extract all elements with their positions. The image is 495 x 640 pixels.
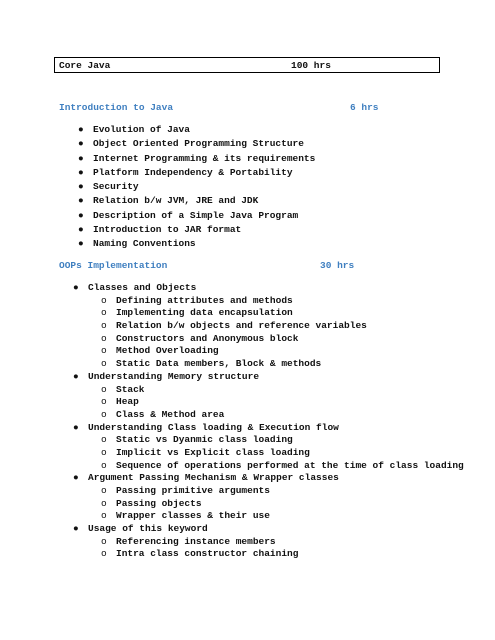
subtopic-item bbox=[101, 498, 483, 510]
subtopic-list bbox=[101, 384, 483, 421]
circle-bullet-icon: o bbox=[101, 408, 107, 420]
subtopic-item bbox=[101, 536, 483, 548]
subtopic-item bbox=[101, 333, 483, 345]
section-oops-title: OOPs Implementation bbox=[59, 260, 168, 271]
subtopic-item bbox=[101, 320, 483, 332]
section-oops-hours: 30 hrs bbox=[320, 260, 355, 271]
subtopic-label: Heap bbox=[116, 396, 139, 408]
oops-topic-list bbox=[73, 282, 483, 561]
course-header bbox=[54, 57, 440, 73]
subtopic-label: Wrapper classes & their use bbox=[116, 510, 270, 522]
circle-bullet-icon: o bbox=[101, 383, 107, 395]
circle-bullet-icon: o bbox=[101, 497, 107, 509]
subtopic-label: Intra class constructor chaining bbox=[116, 548, 299, 560]
circle-bullet-icon: o bbox=[101, 485, 107, 496]
bullet-icon: ● bbox=[73, 282, 79, 293]
circle-bullet-icon: o bbox=[101, 434, 107, 446]
list-item bbox=[73, 371, 483, 421]
subtopic-label: Relation b/w objects and reference variables bbox=[116, 320, 367, 332]
subtopic-label: Defining attributes and methods bbox=[116, 294, 293, 306]
subtopic-item bbox=[101, 460, 483, 472]
list-item bbox=[78, 167, 315, 181]
topic-label: Usage of this keyword bbox=[88, 523, 208, 535]
circle-bullet-icon: o bbox=[101, 358, 107, 370]
subtopic-item bbox=[101, 307, 483, 319]
subtopic-label: Stack bbox=[116, 383, 145, 395]
subtopic-item bbox=[101, 345, 483, 357]
intro-topic-list bbox=[78, 124, 315, 253]
circle-bullet-icon: o bbox=[101, 446, 107, 458]
subtopic-item bbox=[101, 409, 483, 421]
section-intro-hours: 6 hrs bbox=[350, 102, 379, 113]
list-item bbox=[73, 282, 483, 370]
bullet-icon: ● bbox=[78, 224, 84, 236]
course-title: Core Java bbox=[59, 60, 111, 71]
subtopic-list bbox=[101, 295, 483, 370]
topic-label: Introduction to JAR format bbox=[93, 224, 242, 236]
list-item bbox=[78, 210, 315, 224]
bullet-icon: ● bbox=[78, 209, 84, 221]
subtopic-label: Sequence of operations performed at the time of class loading bbox=[116, 459, 464, 471]
topic-label: Classes and Objects bbox=[88, 282, 197, 293]
bullet-icon: ● bbox=[73, 370, 79, 382]
bullet-icon: ● bbox=[73, 472, 79, 484]
list-item bbox=[78, 138, 315, 152]
subtopic-label: Class & Method area bbox=[116, 408, 225, 420]
subtopic-label: Implicit vs Explicit class loading bbox=[116, 446, 310, 458]
topic-label: Platform Independency & Portability bbox=[93, 166, 293, 178]
section-oops-heading bbox=[59, 260, 359, 271]
bullet-icon: ● bbox=[73, 523, 79, 535]
subtopic-label: Static vs Dyanmic class loading bbox=[116, 434, 293, 446]
circle-bullet-icon: o bbox=[101, 332, 107, 344]
circle-bullet-icon: o bbox=[101, 459, 107, 471]
subtopic-label: Constructors and Anonymous block bbox=[116, 332, 299, 344]
subtopic-list bbox=[101, 536, 483, 561]
circle-bullet-icon: o bbox=[101, 307, 107, 319]
subtopic-item bbox=[101, 548, 483, 560]
topic-label: Internet Programming & its requirements bbox=[93, 152, 316, 164]
subtopic-label: Implementing data encapsulation bbox=[116, 307, 293, 319]
list-item bbox=[78, 124, 315, 138]
bullet-icon: ● bbox=[78, 166, 84, 178]
section-intro-heading bbox=[59, 102, 389, 113]
circle-bullet-icon: o bbox=[101, 548, 107, 560]
topic-label: Naming Conventions bbox=[93, 238, 196, 250]
subtopic-item bbox=[101, 434, 483, 446]
subtopic-label: Referencing instance members bbox=[116, 535, 276, 547]
list-item bbox=[73, 523, 483, 560]
subtopic-label: Passing objects bbox=[116, 497, 202, 509]
topic-label: Security bbox=[93, 181, 139, 193]
bullet-icon: ● bbox=[78, 138, 84, 150]
subtopic-list bbox=[101, 485, 483, 522]
topic-label: Object Oriented Programming Structure bbox=[93, 138, 304, 150]
course-hours: 100 hrs bbox=[291, 60, 331, 71]
bullet-icon: ● bbox=[78, 181, 84, 193]
topic-label: Understanding Memory structure bbox=[88, 370, 260, 382]
subtopic-label: Passing primitive arguments bbox=[116, 485, 270, 496]
circle-bullet-icon: o bbox=[101, 510, 107, 522]
list-item bbox=[73, 422, 483, 472]
bullet-icon: ● bbox=[78, 238, 84, 250]
bullet-icon: ● bbox=[78, 124, 84, 135]
bullet-icon: ● bbox=[78, 152, 84, 164]
subtopic-item bbox=[101, 510, 483, 522]
list-item bbox=[78, 153, 315, 167]
subtopic-list bbox=[101, 434, 483, 471]
subtopic-label: Method Overloading bbox=[116, 345, 219, 357]
section-intro-title: Introduction to Java bbox=[59, 102, 174, 113]
circle-bullet-icon: o bbox=[101, 396, 107, 408]
subtopic-item bbox=[101, 447, 483, 459]
subtopic-item bbox=[101, 485, 483, 497]
subtopic-item bbox=[101, 384, 483, 396]
topic-label: Understanding Class loading & Execution flow bbox=[88, 421, 339, 433]
subtopic-item bbox=[101, 358, 483, 370]
topic-label: Evolution of Java bbox=[93, 124, 190, 135]
circle-bullet-icon: o bbox=[101, 345, 107, 357]
list-item bbox=[78, 224, 315, 238]
subtopic-item bbox=[101, 295, 483, 307]
subtopic-item bbox=[101, 396, 483, 408]
circle-bullet-icon: o bbox=[101, 294, 107, 306]
topic-label: Relation b/w JVM, JRE and JDK bbox=[93, 195, 259, 207]
circle-bullet-icon: o bbox=[101, 535, 107, 547]
list-item bbox=[78, 195, 315, 209]
bullet-icon: ● bbox=[78, 195, 84, 207]
subtopic-label: Static Data members, Block & methods bbox=[116, 358, 322, 370]
circle-bullet-icon: o bbox=[101, 320, 107, 332]
bullet-icon: ● bbox=[73, 421, 79, 433]
topic-label: Description of a Simple Java Program bbox=[93, 209, 299, 221]
topic-label: Argument Passing Mechanism & Wrapper classes bbox=[88, 472, 339, 484]
list-item bbox=[78, 181, 315, 195]
list-item bbox=[73, 472, 483, 522]
list-item bbox=[78, 238, 315, 252]
